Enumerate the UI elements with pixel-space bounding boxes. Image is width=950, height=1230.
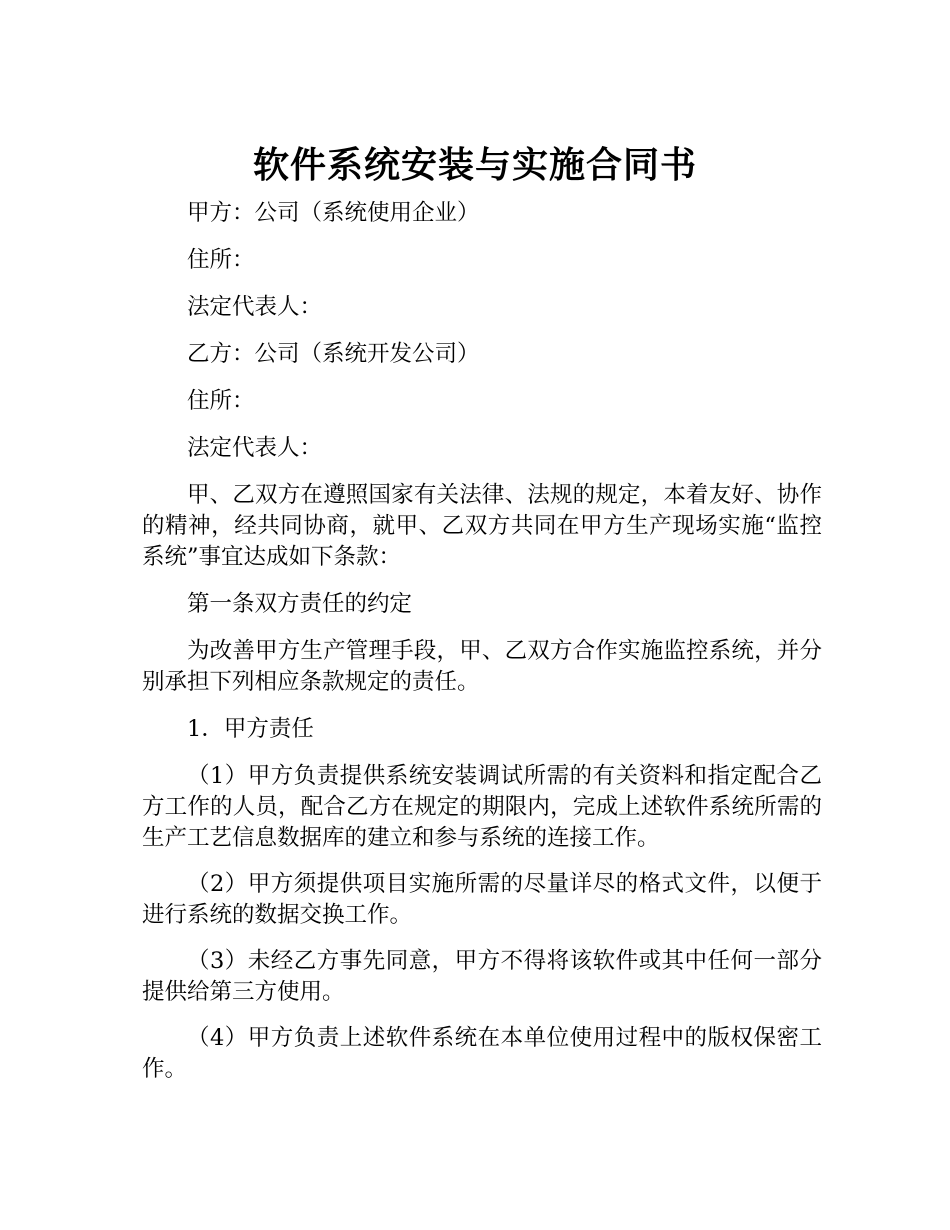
article-one-intro-paragraph: 为改善甲方生产管理手段，甲、乙双方合作实施监控系统，并分别承担下列相应条款规定的责任。 [142,638,822,695]
party-a-duties-heading: 1．甲方责任 [187,716,314,742]
duty-item-3: （3）未经乙方事先同意，甲方不得将该软件或其中任何一部分提供给第三方使用。 [142,948,822,1005]
duty-item-4: （4）甲方负责上述软件系统在本单位使用过程中的版权保密工作。 [142,1025,822,1082]
article-one-heading: 第一条双方责任的约定 [187,591,413,617]
party-a-representative-line: 法定代表人： [187,294,323,320]
party-b-address-line: 住所： [187,388,255,414]
party-b-representative-line: 法定代表人： [187,435,323,461]
document-title: 软件系统安装与实施合同书 [252,145,697,187]
duty-item-2: （2）甲方须提供项目实施所需的尽量详尽的格式文件，以便于进行系统的数据交换工作。 [142,871,822,928]
party-a-address-line: 住所： [187,247,255,273]
preamble-paragraph: 甲、乙双方在遵照国家有关法律、法规的规定，本着友好、协作的精神，经共同协商，就甲、乙双方共同在甲方生产现场实施“监控系统”事宜达成如下条款： [142,482,822,570]
party-b-line: 乙方：公司（系统开发公司） [187,341,480,367]
duty-item-1: （1）甲方负责提供系统安装调试所需的有关资料和指定配合乙方工作的人员，配合乙方在规定的期限内，完成上述软件系统所需的生产工艺信息数据库的建立和参与系统的连接工作。 [142,763,822,851]
party-a-line: 甲方：公司（系统使用企业） [187,200,480,226]
document-body [142,198,822,1100]
